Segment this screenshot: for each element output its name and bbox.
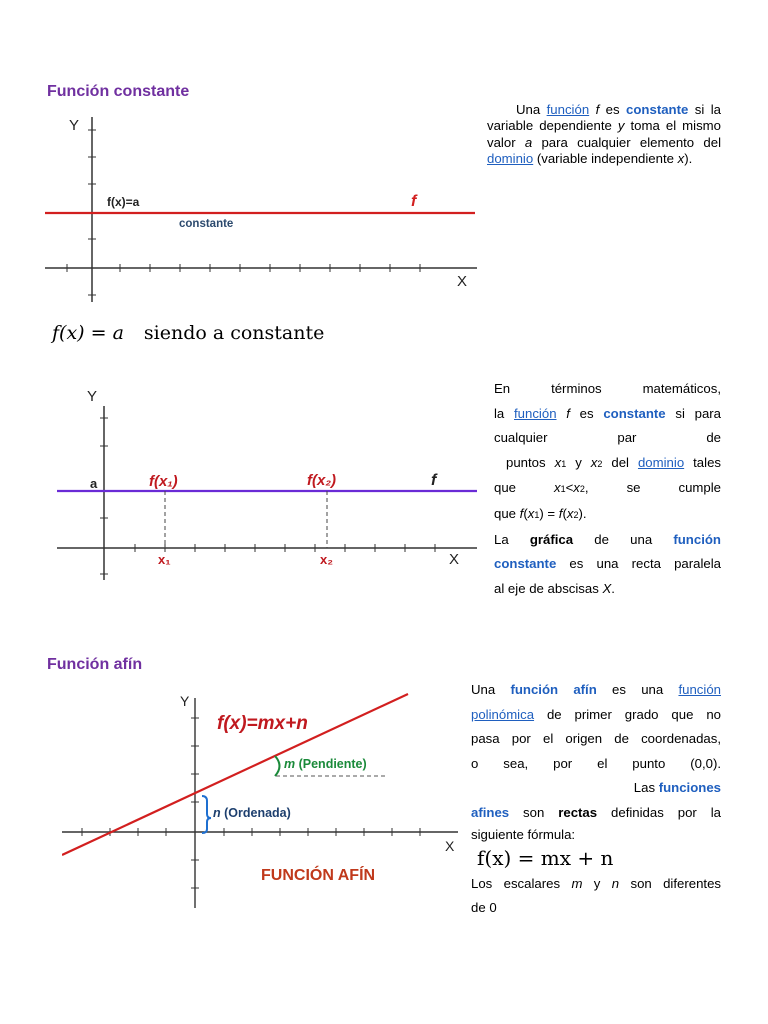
fx2-label: f(x₂) (307, 472, 337, 489)
slope-arc (275, 756, 280, 776)
constante-label: constante (179, 218, 234, 230)
graph-constant-function (45, 112, 480, 307)
fx-label: f(x)=mx+n (217, 713, 308, 734)
graph-constant-function-points (57, 382, 482, 582)
link-funcion[interactable]: función (514, 405, 557, 421)
link-dominio[interactable]: dominio (637, 454, 685, 470)
f-label: f (411, 193, 417, 210)
link-dominio[interactable]: dominio (487, 151, 534, 167)
link-polinomica[interactable]: polinómica (471, 706, 535, 722)
fx1-label: f(x₁) (149, 473, 178, 490)
heading-funcion-afin: Función afín (47, 656, 143, 673)
heading-funcion-constante: Función constante (47, 83, 190, 100)
formula-lhs: f(x) = a (52, 322, 124, 344)
graph-title: FUNCIÓN AFÍN (261, 867, 376, 884)
intercept-brace (202, 796, 211, 833)
intercept-label: n (Ordenada) (213, 806, 291, 820)
graph-affine-function (62, 690, 462, 910)
y-axis-label: Y (87, 388, 98, 405)
formula-affine: f(x) = mx + n (477, 845, 614, 870)
slope-label: m (Pendiente) (284, 757, 367, 771)
formula-rhs: siendo a constante (143, 322, 325, 344)
y-axis-label: Y (180, 693, 190, 709)
a-label: a (90, 476, 98, 491)
x2-label: x₂ (320, 552, 334, 567)
f-label: f (431, 472, 437, 489)
x1-label: x₁ (158, 552, 171, 567)
paragraph-constant-math: En términos matemáticos, la función f es constante si para cualquier par de puntos x1 y x2 del dominio tales que x1<x2, se cumple que f(x1) = f(x2). La gráfica de una función constante es una recta paralela al eje de abscisas X. (494, 381, 722, 596)
link-funcion[interactable]: función (678, 682, 721, 697)
paragraph-constant-definition: Una función f es constante si la variable dependiente y toma el mismo valor a para cualquier elemento del dominio (variable independiente x). (487, 102, 722, 167)
x-axis-label: X (457, 273, 468, 290)
x-axis-label: X (449, 551, 460, 568)
paragraph-affine-definition: Una función afín es una función polinómica de primer grado que no pasa por el origen de coordenadas, o sea, por el punto (0,0). Las funciones afines son rectas definidas por la siguiente fórmula: f(x) = mx + n Los escalares m y n son diferentes de 0 (471, 682, 722, 916)
x-axis-label: X (445, 838, 455, 854)
formula-constant (52, 322, 324, 344)
link-funcion[interactable]: función (546, 102, 590, 117)
y-axis-label: Y (69, 117, 80, 134)
fx-label: f(x)=a (107, 195, 140, 209)
